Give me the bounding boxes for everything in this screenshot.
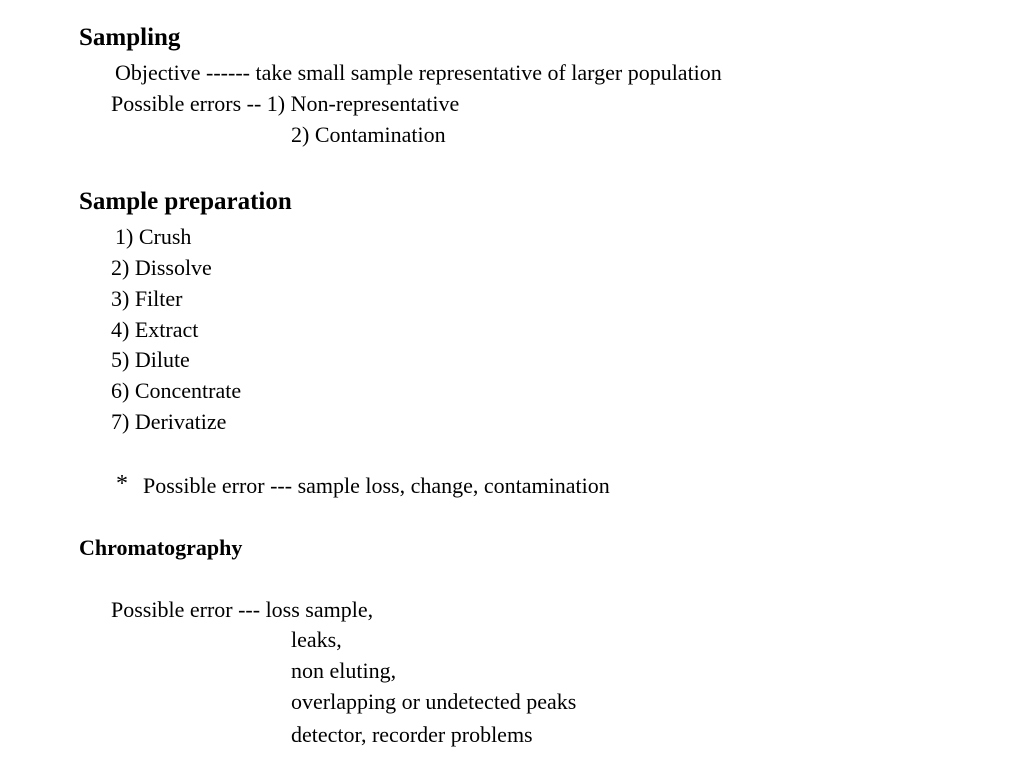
chromatography-heading: Chromatography [79, 535, 243, 560]
chromatography-error-2: non eluting, [291, 658, 397, 683]
prep-step-1: 1) Crush [115, 224, 192, 249]
sampling-heading: Sampling [79, 24, 181, 51]
sampling-errors-label: Possible errors -- 1) Non-representative [111, 91, 460, 116]
chromatography-error-3: overlapping or undetected peaks [291, 689, 577, 714]
prep-step-2: 2) Dissolve [111, 255, 212, 280]
prep-step-5: 5) Dilute [111, 347, 190, 372]
prep-step-6: 6) Concentrate [111, 378, 242, 403]
chromatography-error-1: leaks, [291, 627, 342, 652]
prep-step-3: 3) Filter [111, 286, 183, 311]
sampling-objective: Objective ------ take small sample representative of larger population [115, 60, 722, 85]
prep-error-note: Possible error --- sample loss, change, contamination [143, 473, 610, 498]
sampling-error-item-2: 2) Contamination [291, 122, 446, 147]
chromatography-errors-label: Possible error --- loss sample, [111, 597, 374, 622]
chromatography-error-4: detector, recorder problems [291, 722, 533, 747]
asterisk-marker: * [116, 471, 128, 497]
prep-step-4: 4) Extract [111, 317, 199, 342]
prep-step-7: 7) Derivatize [111, 409, 227, 434]
sample-preparation-heading: Sample preparation [79, 188, 292, 215]
